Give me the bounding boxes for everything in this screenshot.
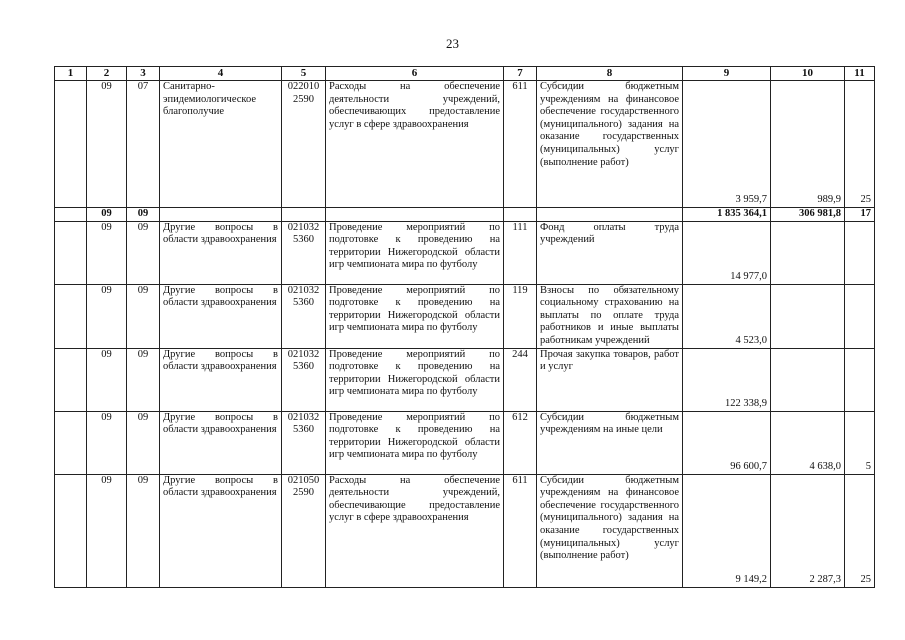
table-header-row — [55, 67, 875, 81]
cell-expense-name: Взносы по обязательному социальному страхованию на выплаты по оплате труда работников и иные выплаты работникам учреждений — [537, 284, 683, 348]
cell-percent: 5 — [845, 411, 875, 474]
col-header: 9 — [683, 67, 771, 81]
cell-plan: 1 835 364,1 — [683, 208, 771, 222]
cell-expense-name: Прочая закупка товаров, работ и услуг — [537, 348, 683, 411]
cell-expense-type: 119 — [504, 284, 537, 348]
cell-actual — [771, 348, 845, 411]
cell-percent: 17 — [845, 208, 875, 222]
cell-target-name: Проведение мероприятий по подготовке к проведению на территории Нижегородской области игр чемпионата мира по футболу — [326, 284, 504, 348]
cell-subsection-name: Другие вопросы в области здравоохранения — [160, 221, 282, 284]
cell-subsection: 09 — [127, 474, 160, 587]
table-row — [55, 221, 875, 284]
cell-target-code: 021032 5360 — [282, 348, 326, 411]
cell-plan: 3 959,7 — [683, 81, 771, 208]
table-row — [55, 284, 875, 348]
cell-actual — [771, 284, 845, 348]
cell-col1 — [55, 474, 87, 587]
cell-subsection: 09 — [127, 284, 160, 348]
col-header: 6 — [326, 67, 504, 81]
cell-plan: 96 600,7 — [683, 411, 771, 474]
cell-section: 09 — [87, 81, 127, 208]
cell-col1 — [55, 284, 87, 348]
cell-percent — [845, 221, 875, 284]
col-header: 10 — [771, 67, 845, 81]
cell-expense-name: Субсидии бюджетным учреждениям на финансовое обеспечение государственного (муниципального) задания на оказание государственных (муниципальных) услуг (выполнение работ) — [537, 474, 683, 587]
col-header: 11 — [845, 67, 875, 81]
cell-actual: 4 638,0 — [771, 411, 845, 474]
cell-subsection: 09 — [127, 348, 160, 411]
cell-expense-name: Субсидии бюджетным учреждениям на финансовое обеспечение государственного (муниципального) задания на оказание государственных (муниципальных) услуг (выполнение работ) — [537, 81, 683, 208]
table-total-row — [55, 208, 875, 222]
cell-actual: 989,9 — [771, 81, 845, 208]
budget-table — [54, 66, 875, 588]
cell-expense-type: 111 — [504, 221, 537, 284]
cell-target-name: Расходы на обеспечение деятельности учреждений, обеспечивающие предоставление услуг в сфере здравоохранения — [326, 474, 504, 587]
col-header: 5 — [282, 67, 326, 81]
cell-plan: 14 977,0 — [683, 221, 771, 284]
col-header: 2 — [87, 67, 127, 81]
cell-col1 — [55, 411, 87, 474]
cell-section: 09 — [87, 348, 127, 411]
col-header: 3 — [127, 67, 160, 81]
cell-subsection: 07 — [127, 81, 160, 208]
cell-subsection-name: Другие вопросы в области здравоохранения — [160, 411, 282, 474]
cell-plan: 4 523,0 — [683, 284, 771, 348]
cell-subsection-name — [160, 208, 282, 222]
table-row — [55, 81, 875, 208]
cell-subsection-name: Санитарно- эпидемиологическое благополучие — [160, 81, 282, 208]
cell-target-name: Расходы на обеспечение деятельности учреждений, обеспечивающих предоставление услуг в сфере здравоохранения — [326, 81, 504, 208]
cell-expense-name: Субсидии бюджетным учреждениям на иные цели — [537, 411, 683, 474]
cell-plan: 122 338,9 — [683, 348, 771, 411]
cell-col1 — [55, 81, 87, 208]
cell-section: 09 — [87, 284, 127, 348]
cell-expense-type — [504, 208, 537, 222]
cell-col1 — [55, 208, 87, 222]
cell-actual: 306 981,8 — [771, 208, 845, 222]
cell-section: 09 — [87, 474, 127, 587]
col-header: 1 — [55, 67, 87, 81]
cell-actual: 2 287,3 — [771, 474, 845, 587]
cell-percent: 25 — [845, 474, 875, 587]
cell-plan: 9 149,2 — [683, 474, 771, 587]
cell-target-name — [326, 208, 504, 222]
cell-col1 — [55, 221, 87, 284]
cell-expense-type: 244 — [504, 348, 537, 411]
cell-percent — [845, 284, 875, 348]
cell-subsection-name: Другие вопросы в области здравоохранения — [160, 348, 282, 411]
cell-subsection-name: Другие вопросы в области здравоохранения — [160, 284, 282, 348]
cell-expense-name: Фонд оплаты труда учреждений — [537, 221, 683, 284]
cell-target-code: 021032 5360 — [282, 411, 326, 474]
col-header: 8 — [537, 67, 683, 81]
cell-expense-name — [537, 208, 683, 222]
cell-target-code — [282, 208, 326, 222]
col-header: 7 — [504, 67, 537, 81]
cell-subsection-name: Другие вопросы в области здравоохранения — [160, 474, 282, 587]
cell-target-name: Проведение мероприятий по подготовке к проведению на территории Нижегородской области игр чемпионата мира по футболу — [326, 411, 504, 474]
cell-target-code: 021050 2590 — [282, 474, 326, 587]
cell-subsection: 09 — [127, 221, 160, 284]
col-header: 4 — [160, 67, 282, 81]
cell-target-name: Проведение мероприятий по подготовке к проведению на территории Нижегородской области игр чемпионата мира по футболу — [326, 221, 504, 284]
cell-section: 09 — [87, 221, 127, 284]
cell-percent: 25 — [845, 81, 875, 208]
cell-percent — [845, 348, 875, 411]
cell-expense-type: 611 — [504, 81, 537, 208]
cell-target-code: 021032 5360 — [282, 221, 326, 284]
cell-target-code: 021032 5360 — [282, 284, 326, 348]
cell-target-code: 022010 2590 — [282, 81, 326, 208]
cell-subsection: 09 — [127, 411, 160, 474]
table-row — [55, 348, 875, 411]
cell-section: 09 — [87, 411, 127, 474]
cell-expense-type: 612 — [504, 411, 537, 474]
cell-col1 — [55, 348, 87, 411]
cell-section: 09 — [87, 208, 127, 222]
table-row — [55, 411, 875, 474]
cell-subsection: 09 — [127, 208, 160, 222]
cell-actual — [771, 221, 845, 284]
cell-expense-type: 611 — [504, 474, 537, 587]
page-number: 23 — [446, 36, 459, 51]
cell-target-name: Проведение мероприятий по подготовке к проведению на территории Нижегородской области игр чемпионата мира по футболу — [326, 348, 504, 411]
table-row — [55, 474, 875, 587]
